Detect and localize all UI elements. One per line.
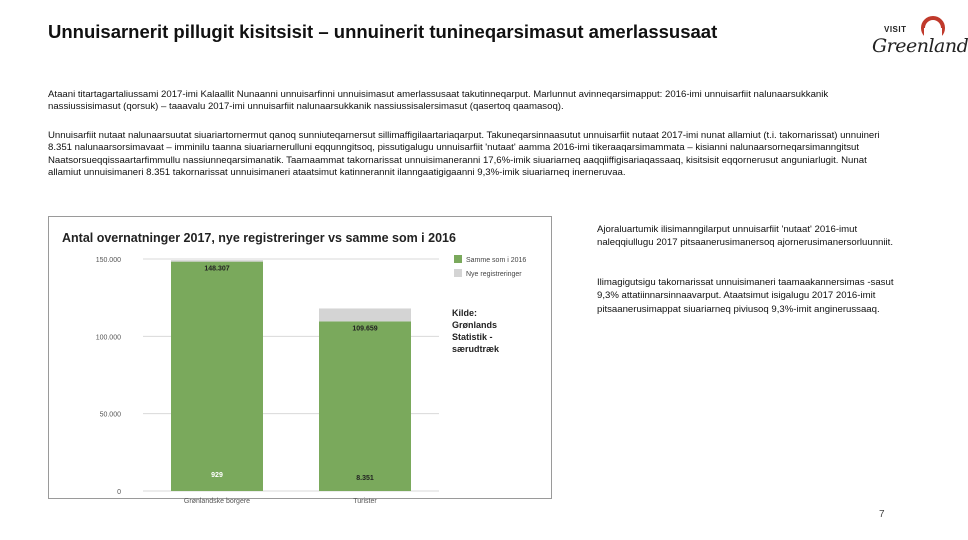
visit-greenland-logo [866,12,968,58]
explanation-paragraph: Unnuisarfiit nutaat nalunaarsuutat siuariartornermut qanoq sunniuteqarnersut sillimaffigilaartariaqarput. Takuneqarsinnaasutut unnuisarfiit nutaat 2017-imi nunat allamiut (t.i. takornarissat) unnuineri 8.351 nalunaarsorsimavaat – imminilu taanna siuariarnerulluni eqqunngitsoq, pissutigalugu unnuisarfiit 'nutaat' aamma 2016-imi tikeraaqarsimammata – kisianni nalunaarsorneqarsimanngitsut Naatsorsueqqissaartarfimmullu nassiunneqarsimanatik. Taamaammat takornarissat unnuisimaneranni 17,6%-imik siuariarneq aaqqiiffigisariaqassaaq, kisitsisit eqqornerusut anguniarlugit. Nunat allamiut unnuisimaneri 8.351 takornarissat unnuisimaneri ataatsimut katinnerannit ilanngaatigigaanni 9,3%-imik siuariarneq inerneruvaa. [48,130,880,179]
bar-value-label: 929 [211,472,223,479]
chart-title: Antal overnatninger 2017, nye registreringer vs samme som i 2016 [62,231,456,245]
source-note-line: Kilde: [452,308,478,318]
bar-value-label: 8.351 [356,475,374,482]
page-number: 7 [879,509,885,520]
logo-script-text: Greenland [872,35,968,57]
source-note-line: særudtræk [452,344,500,354]
y-tick-label: 50.000 [99,411,121,419]
x-category-label: Turister [353,498,377,505]
side-note-2: Ilimagigutsigu takornarissat unnuisimaneri taamaakannersimas -sasut 9,3% attatiinnarsinnaavarput. Ataatsimut isigalugu 2017 2016-imit pitsaanerusimappat siuariarneq piviusoq 9,3%-imit anginerussaaq. [597,277,894,315]
bar-value-label: 148.307 [204,265,230,273]
y-tick-label: 100.000 [95,334,121,342]
legend-swatch [454,255,462,263]
bar-same-as-2016 [319,321,411,491]
overnight-stays-chart [48,216,552,505]
bar-new-registrations [171,260,263,261]
side-note-1: Ajoraluartumik ilisimanngilarput unnuisarfiit 'nutaat' 2016-imut naleqqiullugu 2017 pitsaanerusimanersoq ajornerusimanersorluunniit. [597,224,893,249]
legend-swatch [454,269,462,277]
legend-label: Nye registreringer [466,271,522,278]
bar-new-registrations [319,308,411,321]
y-tick-label: 0 [117,489,121,496]
chart-canvas [49,217,551,505]
source-note-line: Statistik - [452,332,493,342]
slide-title: Unnuisarnerit pillugit kisitsisit – unnuinerit tunineqarsimasut amerlassusaat [48,21,718,42]
bar-same-as-2016 [171,262,263,491]
legend-label: Samme som i 2016 [466,257,527,264]
source-note-line: Grønlands [452,320,498,330]
intro-paragraph: Ataani titartagartaliussami 2017-imi Kalaallit Nunaanni unnuisarfinni unnuisimasut amerlassusaat takutinneqarput. Marlunnut avinneqarsimapput: 2016-imi unnuisarfiit nalunaarsukkanik nassiussisimasut (qorsuk) – taaavalu 2017-imi unnuisarfiit nalunaarsukkanik nassiussisalersimasut (qasertoq qaamasoq). [48,89,829,113]
logo-visit-text: VISIT [884,25,907,34]
x-category-label: Grønlandske borgere [183,498,251,505]
bar-value-label: 109.659 [352,325,378,333]
y-tick-label: 150.000 [95,257,121,264]
